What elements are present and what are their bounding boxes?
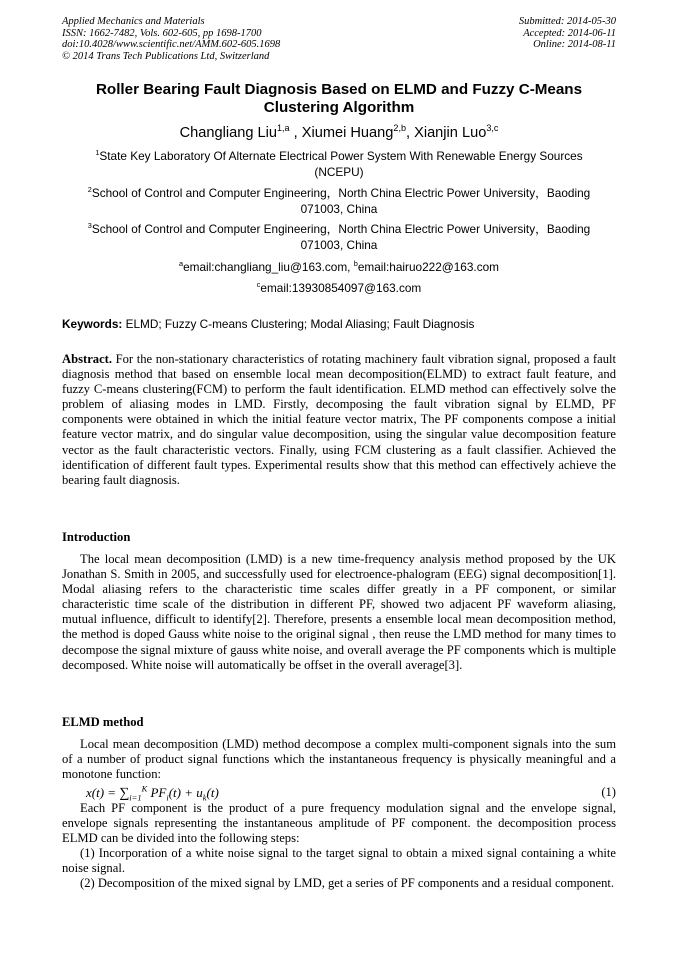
author-affiliation-mark: 3,c <box>486 123 499 134</box>
paper-title: Roller Bearing Fault Diagnosis Based on ELMD and Fuzzy C-Means Clustering Algorithm <box>95 81 583 116</box>
affiliation-mark: 3 <box>87 221 92 231</box>
elmd-paragraph: Each PF component is the product of a pure frequency modulation signal and the envelope signal, envelope signals representing the instantaneous amplitude of PF component. the decomposition process ELMD can be divided into the following steps: <box>62 801 616 846</box>
email-b: email:hairuo222@163.com <box>357 260 499 274</box>
author-separator: , <box>289 125 302 141</box>
copyright-line: © 2014 Trans Tech Publications Ltd, Switzerland <box>62 50 270 62</box>
elmd-intro <box>62 737 616 782</box>
keywords-label: Keywords: <box>62 317 123 331</box>
elmd-steps <box>62 801 616 892</box>
abstract <box>62 352 616 488</box>
keywords-text: ELMD; Fuzzy C-means Clustering; Modal Aliasing; Fault Diagnosis <box>122 317 475 331</box>
online-date: Online: 2014-08-11 <box>533 39 616 51</box>
summation-symbol: ∑ <box>119 786 130 801</box>
email-line-c <box>62 281 616 297</box>
affiliation-3 <box>62 222 616 253</box>
author-affiliation-mark: 2,b <box>393 123 406 134</box>
term-subscript: k <box>202 792 207 803</box>
affiliation-line: 071003, China <box>300 237 378 252</box>
author-name: Xianjin Luo <box>414 125 487 141</box>
abstract-label: Abstract. <box>62 352 113 366</box>
equation-number: (1) <box>601 785 616 799</box>
doi-line: doi:10.4028/www.scientific.net/AMM.602-605.1698 <box>62 39 281 51</box>
submitted-date: Submitted: 2014-05-30 <box>518 16 616 27</box>
equation-1 <box>86 785 616 801</box>
journal-header <box>62 16 280 62</box>
introduction-paragraph: The local mean decomposition (LMD) is a new time-frequency analysis method proposed by the UK Jonathan S. Smith in 2005, and successfully used for electroence-phalogram (EEG) signal decomposition[1]. Modal aliasing refers to the characteristic time scales differ greatly in a PF component, or similar characteristic time scale of the distribution in different PF, showed two adjacent PF waveform aliasing, mutual influence, difficult to identify[2]. Therefore, presents a ensemble local mean decomposition method, the method is doped Gauss white noise to the original signal , then reuse the LMD method for many times to decompose the signal mixture of gauss white noise, and overall average the PF components which is multiple decomposed. White noise will automatically be offset in the overall average[3]. <box>62 552 616 672</box>
sum-upper-limit: K <box>141 783 148 794</box>
author-name: Xiumei Huang <box>301 125 394 141</box>
affiliation-2 <box>62 186 616 217</box>
equation-term: (t) + u <box>168 785 203 800</box>
issn-line: ISSN: 1662-7482, Vols. 602-605, pp 1698-1700 <box>62 27 262 39</box>
equation-term: PF <box>147 785 167 800</box>
dates-header <box>519 16 616 51</box>
equation-term: (t) <box>206 785 219 800</box>
affiliation-1 <box>62 149 616 180</box>
affiliation-line: School of Control and Computer Engineering，North China Electric Power University，Baoding <box>91 186 591 200</box>
affiliation-line: 071003, China <box>300 201 378 216</box>
equation-lhs: x(t) = <box>86 785 120 800</box>
author-name: Changliang Liu <box>179 125 277 141</box>
elmd-step-1: (1) Incorporation of a white noise signal to the target signal to obtain a mixed signal containing a white noise signal. <box>62 846 616 876</box>
affiliation-line: (NCEPU) <box>314 164 364 179</box>
term-subscript: i <box>166 792 169 803</box>
email-line-ab <box>62 260 616 276</box>
email-mark: b <box>353 259 358 269</box>
introduction-section <box>62 552 616 673</box>
affiliation-mark: 1 <box>95 148 100 158</box>
elmd-heading: ELMD method <box>62 715 144 729</box>
affiliation-mark: 2 <box>87 185 92 195</box>
accepted-date: Accepted: 2014-06-11 <box>523 27 616 39</box>
author-list <box>62 124 616 142</box>
keywords <box>62 317 616 332</box>
email-a: email:changliang_liu@163.com, <box>183 260 354 274</box>
author-separator: , <box>405 125 415 141</box>
introduction-heading: Introduction <box>62 530 131 544</box>
elmd-paragraph: Local mean decomposition (LMD) method decompose a complex multi-component signals into the sum of a number of product signal functions which the instantaneous frequency is physically meaningful and a monotone function: <box>62 737 616 782</box>
affiliation-line: State Key Laboratory Of Alternate Electrical Power System With Renewable Energy Sources <box>99 149 583 163</box>
email-mark: c <box>256 280 261 290</box>
elmd-step-2: (2) Decomposition of the mixed signal by LMD, get a series of PF components and a residual component. <box>80 876 615 891</box>
email-c: email:13930854097@163.com <box>260 281 422 295</box>
journal-name: Applied Mechanics and Materials <box>62 16 205 27</box>
email-mark: a <box>179 259 184 269</box>
author-affiliation-mark: 1,a <box>276 123 290 134</box>
sum-lower-limit: i=1 <box>129 792 142 803</box>
affiliation-line: School of Control and Computer Engineering，North China Electric Power University，Baoding <box>91 222 591 236</box>
abstract-text: For the non-stationary characteristics of rotating machinery fault vibration signal, proposed a fault diagnosis method that based on ensemble local mean decomposition(ELMD) to extract fault feature, and fuzzy C-means clustering(FCM) to perform the fault identification. ELMD method can effectively solve the problem of aliasing modes in LMD. Firstly, decomposing the fault vibration signal by ELMD, PF components were obtained in which the initial feature vector matrix, The PF components compose a initial feature vector matrix, and do singular value decomposition, using the singular value decomposition feature vector as the fault characteristic vectors. Finally, using FCM clustering as a fault classifier. Achieved the identification of different fault types. Experimental results show that this method can effectively achieve the bearing fault diagnosis. <box>62 352 616 487</box>
